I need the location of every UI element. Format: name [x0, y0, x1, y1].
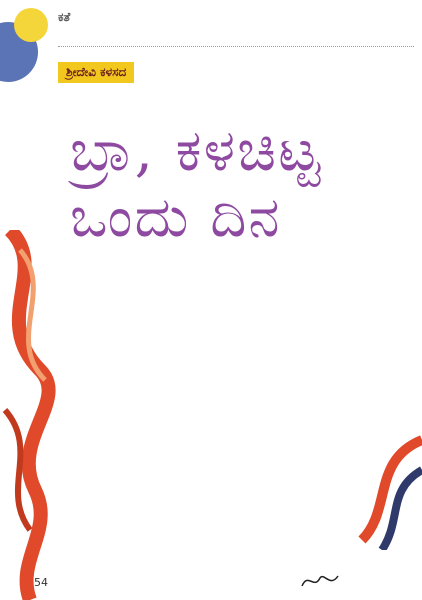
article-body: [60, 258, 350, 538]
page-number: 54: [34, 576, 48, 589]
story-title-line1: ಬ್ರಾ, ಕಳಚಿಟ್ಟ: [70, 116, 323, 184]
header-divider: [58, 46, 414, 47]
left-floral-illustration: [0, 230, 60, 600]
yellow-decoration: [14, 8, 48, 42]
story-title-line2: ಒಂದು ದಿನ: [70, 185, 282, 250]
section-label: ಕತೆ: [58, 10, 71, 24]
right-floral-illustration: [352, 430, 422, 550]
artist-signature: [300, 568, 340, 592]
author-tag: ಶ್ರೀದೇವಿ ಕಳಸದ: [58, 62, 134, 83]
